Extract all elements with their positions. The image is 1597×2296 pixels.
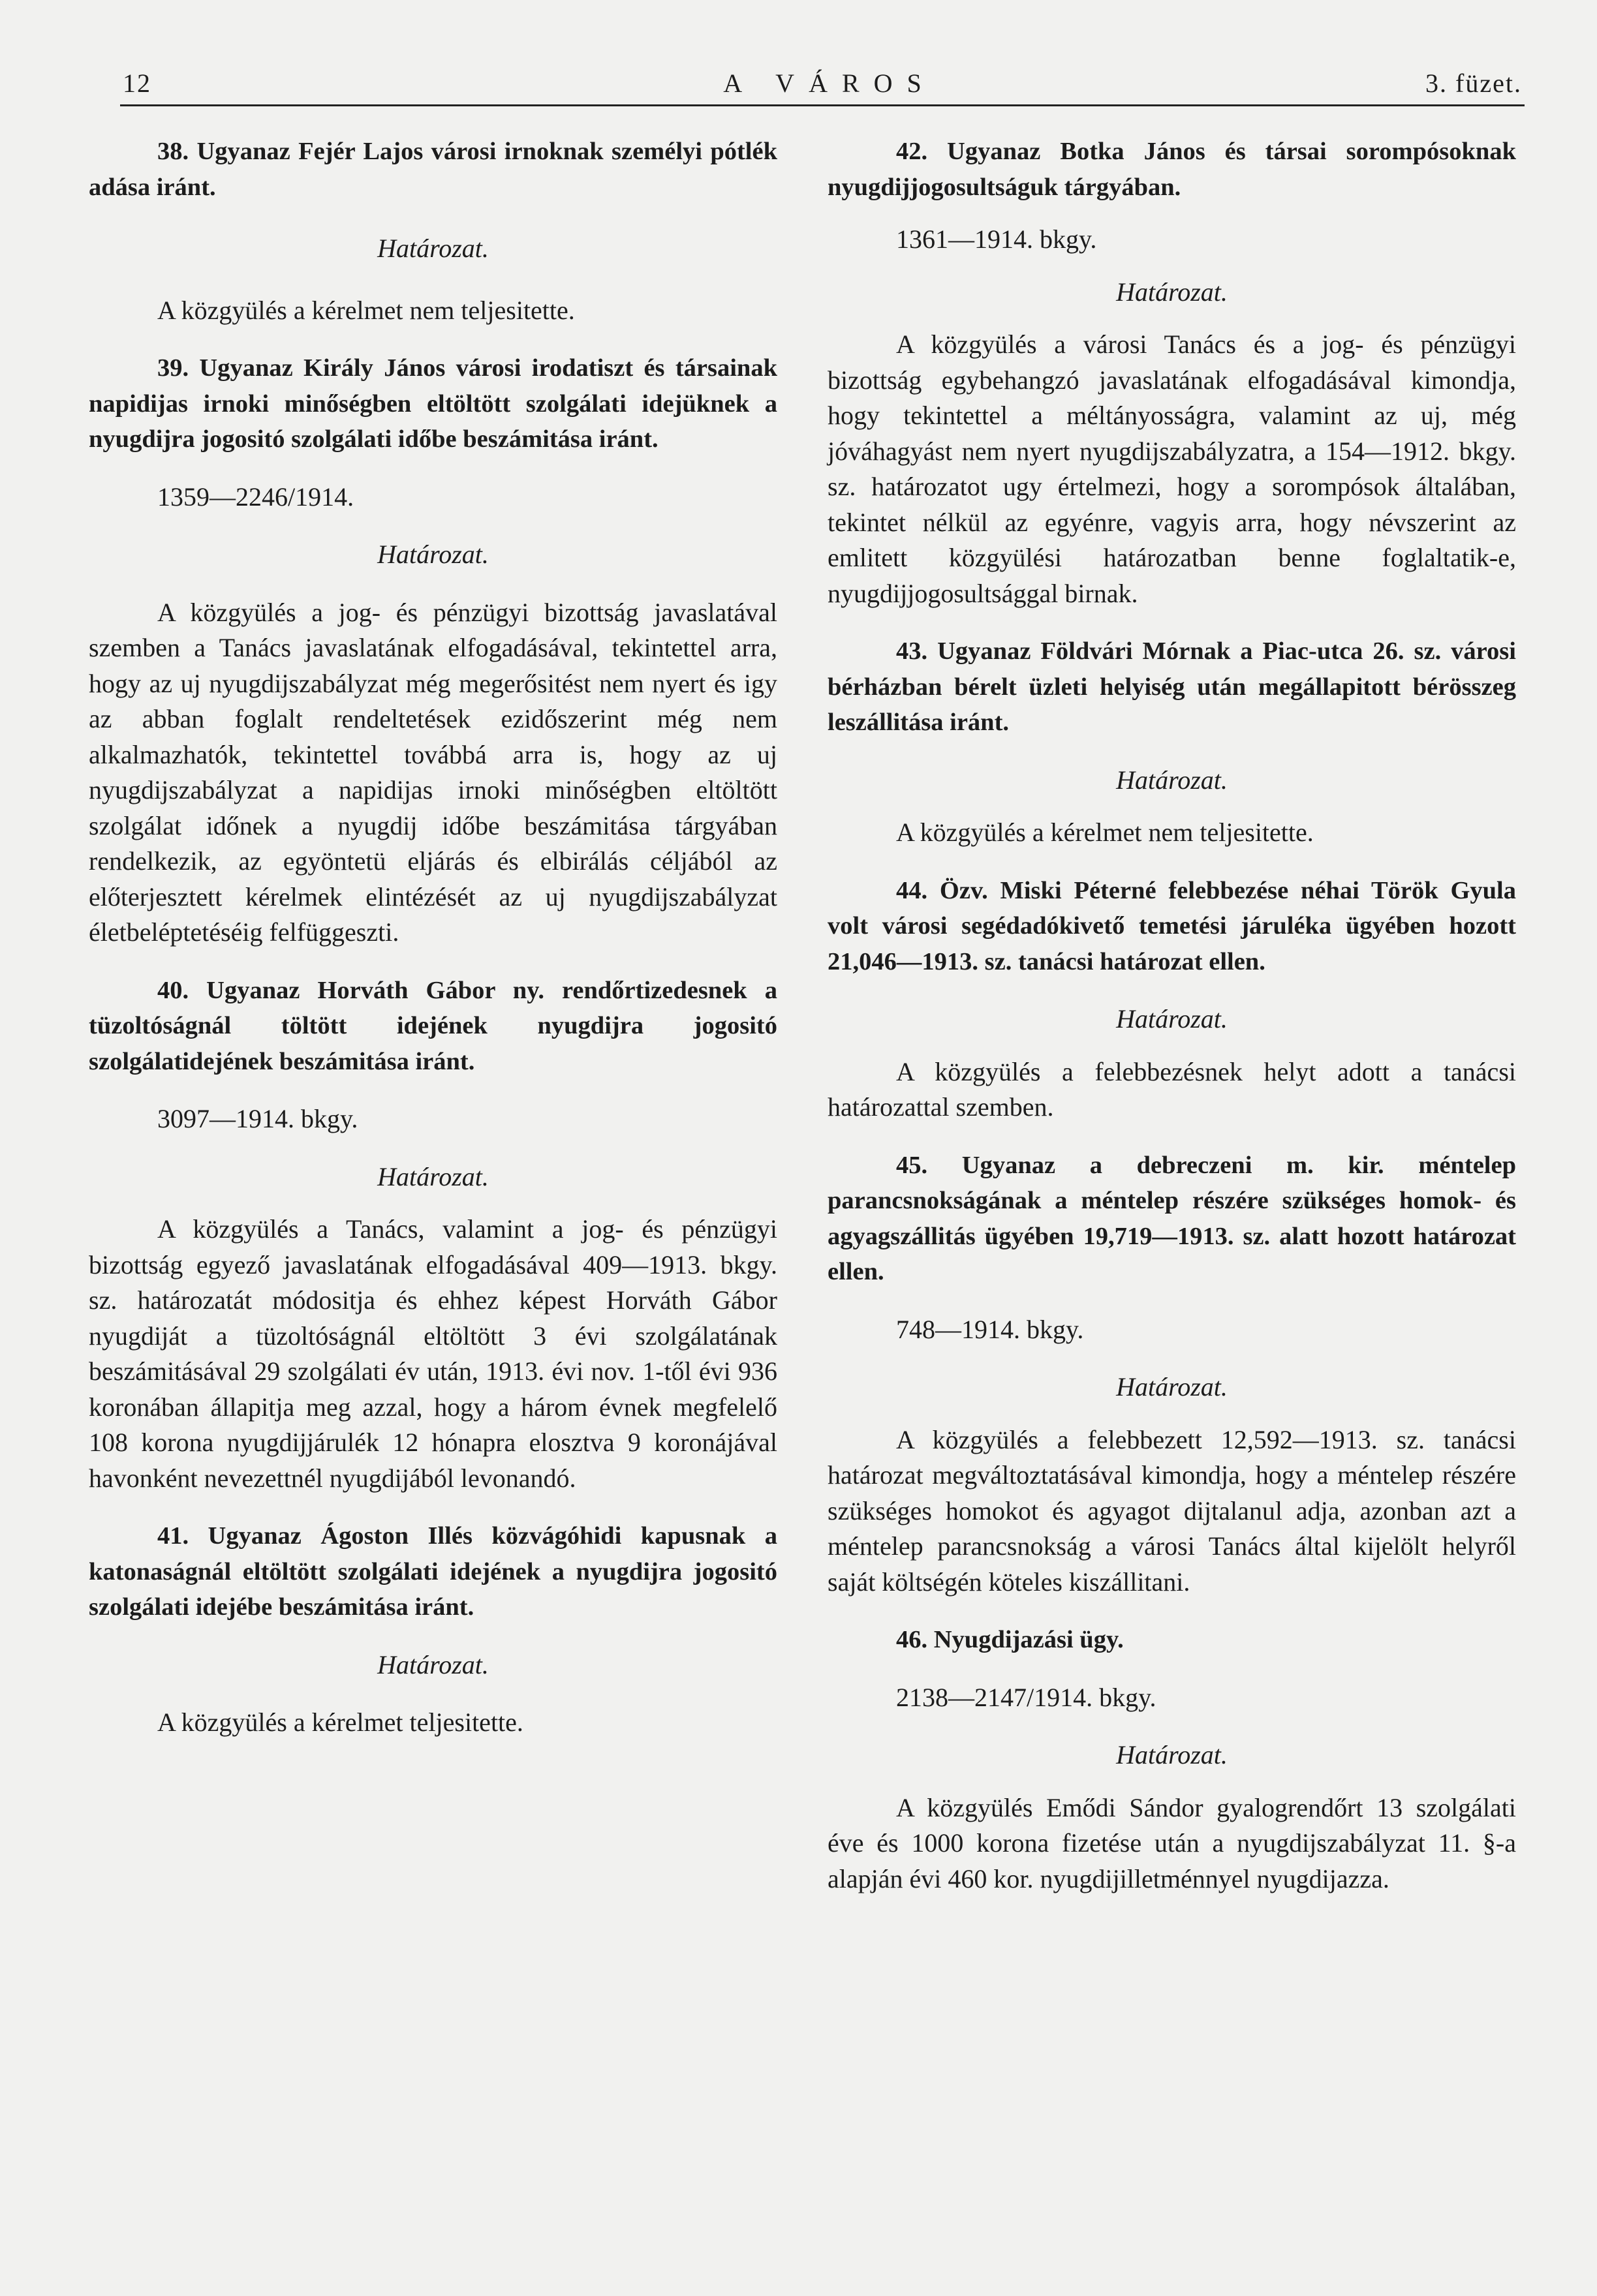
item-40-decision: A közgyülés a Tanács, valamint a jog- és pénzügyi bizottság egyező javaslatának elfogadásával 409—1913. bkgy. sz. határozatát módositja és ehhez képest Horváth Gábor nyugdiját a tüzoltóságnál eltöltött 3 évi szolgálatának beszámitásával 29 szolgálati év után, 1913. évi nov. 1-től évi 936 koronában állapitja meg azzal, hogy a három évnek megfelelő 108 korona nyugdijjárulék 12 hónapra elosztva 9 koronájával havonként nevezettnél nyugdijából levonandó. xyxy=(89,1214,777,1493)
item-43-title: 43. Ugyanaz Földvári Mórnak a Piac-utca 26. sz. városi bérházban bérelt üzleti helyiség után megállapitott bérösszeg leszállitása iránt. xyxy=(828,637,1516,736)
item-39-title: 39. Ugyanaz Király János városi irodatiszt és társainak napidijas irnoki minőségben eltöltött szolgálati idejüknek a nyugdijra jogositó szolgálati időbe beszámitása iránt. xyxy=(89,354,777,453)
item-39-heading: Határozat. xyxy=(377,540,489,569)
item-40-title: 40. Ugyanaz Horváth Gábor ny. rendőrtizedesnek a tüzoltóságnál töltött idejének nyugdijra jogositó szolgálatidejének beszámitása iránt. xyxy=(89,976,777,1075)
item-46-heading: Határozat. xyxy=(1116,1740,1228,1769)
item-42-title: 42. Ugyanaz Botka János és társai sorompósoknak nyugdijjogosultságuk tárgyában. xyxy=(828,138,1516,201)
item-42-decision: A közgyülés a városi Tanács és a jog- és pénzügyi bizottság egybehangzó javaslatának elfogadásával kimondja, hogy tekintettel a méltányosságra, valamint az uj, még jóváhagyást nem nyert nyugdijszabályzatra, a 154—1912. bkgy. sz. határozatot ugy értelmezi, hogy a sorompósok általában, tekintet nélkül az egyénre, vagyis arra, hogy névszerint az emlitett közgyülési határozatban benne foglaltatik-e, nyugdijjogosultsággal birnak. xyxy=(828,329,1516,608)
item-46-ref: 2138—2147/1914. bkgy. xyxy=(896,1682,1156,1712)
issue-label: 3. füzet. xyxy=(1425,69,1522,98)
item-41-decision: A közgyülés a kérelmet teljesitette. xyxy=(157,1707,523,1737)
item-45-title: 45. Ugyanaz a debreczeni m. kir. méntelep parancsnokságának a méntelep részére szükséges homok- és agyagszállitás ügyében 19,719—1913. sz. alatt hozott határozat ellen. xyxy=(828,1151,1516,1285)
item-45-decision: A közgyülés a felebbezett 12,592—1913. sz. tanácsi határozat megváltoztatásával kimondja, hogy a méntelep részére szükséges homokot és agyagot dijtalanul adja, azonban azt a méntelep parancsnokság a városi Tanács által kijelölt helyről saját költségén köteles kiszállitani. xyxy=(828,1424,1516,1597)
item-38-title: 38. Ugyanaz Fejér Lajos városi irnoknak személyi pótlék adása iránt. xyxy=(89,138,777,201)
item-46-title: 46. Nyugdijazási ügy. xyxy=(896,1626,1124,1653)
item-43-heading: Határozat. xyxy=(1116,765,1228,795)
item-39-ref: 1359—2246/1914. xyxy=(157,482,354,512)
item-41-title: 41. Ugyanaz Ágoston Illés közvágóhidi kapusnak a katonaságnál eltöltött szolgálati idejének a nyugdijra jogositó szolgálati idejébe beszámitása iránt. xyxy=(89,1522,777,1621)
left-column xyxy=(89,134,777,1741)
item-44-heading: Határozat. xyxy=(1116,1004,1228,1033)
item-38-heading: Határozat. xyxy=(377,234,489,263)
item-42-ref: 1361—1914. bkgy. xyxy=(896,224,1097,254)
item-40-heading: Határozat. xyxy=(377,1161,489,1191)
item-46-decision: A közgyülés Emődi Sándor gyalogrendőrt 13 szolgálati éve és 1000 korona fizetése után a nyugdijszabályzat 11. §-a alapján évi 460 kor. nyugdijilletménnyel nyugdijazza. xyxy=(828,1792,1516,1893)
journal-title: A VÁROS xyxy=(723,69,936,98)
item-41-heading: Határozat. xyxy=(377,1649,489,1679)
item-40-ref: 3097—1914. bkgy. xyxy=(157,1104,358,1133)
item-43-decision: A közgyülés a kérelmet nem teljesitette. xyxy=(896,818,1314,847)
item-44-title: 44. Özv. Miski Péterné felebbezése néhai Török Gyula volt városi segédadókivető temetési járuléka ügyében hozott 21,046—1913. sz. tanácsi határozat ellen. xyxy=(828,876,1516,975)
page-number: 12 xyxy=(123,69,151,98)
item-42-heading: Határozat. xyxy=(1116,277,1228,307)
item-38-decision: A közgyülés a kérelmet nem teljesitette. xyxy=(157,295,575,325)
item-44-decision: A közgyülés a felebbezésnek helyt adott a tanácsi határozattal szemben. xyxy=(828,1056,1516,1122)
item-45-ref: 748—1914. bkgy. xyxy=(896,1314,1084,1344)
right-column xyxy=(828,134,1516,1897)
page-header xyxy=(120,63,1525,106)
item-45-heading: Határozat. xyxy=(1116,1372,1228,1401)
item-39-decision: A közgyülés a jog- és pénzügyi bizottság javaslatával szemben a Tanács javaslatának elfogadásával, tekintettel arra, hogy az uj nyugdijszabályzat még megerősitést nem nyert és igy az abban foglalt rendeltetések ezidőszerint még nem alkalmazhatók, tekintettel továbbá arra is, hogy az uj nyugdijszabályzat a napidijas irnoki minőségben eltöltött szolgálat időnek a nyugdij időbe beszámitása tárgyában rendelkezik, az egyöntetü eljárás és elbirálás céljából az előterjesztett kérelmek elintézését az uj nyugdijszabályzat életbeléptetéséig felfüggeszti. xyxy=(89,597,777,947)
